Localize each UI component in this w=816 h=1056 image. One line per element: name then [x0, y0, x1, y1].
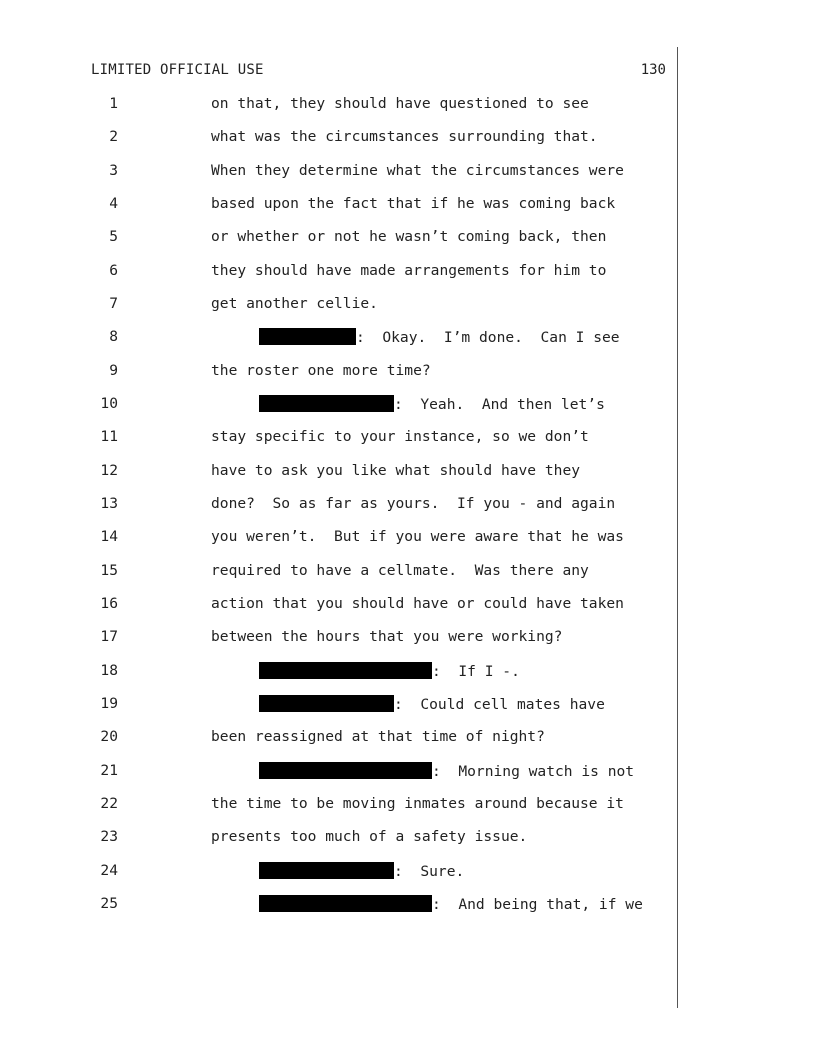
- line-number: 7: [109, 295, 118, 312]
- line-number: 8: [109, 328, 118, 345]
- line-text: you weren’t. But if you were aware that he was: [211, 528, 624, 545]
- transcript-line: [0, 795, 700, 817]
- line-text: on that, they should have questioned to see: [211, 95, 589, 112]
- line-number: 6: [109, 262, 118, 279]
- line-number: 2: [109, 128, 118, 145]
- transcript-line: [0, 462, 700, 484]
- redacted-speaker-name: [259, 695, 394, 712]
- line-text: : Could cell mates have: [394, 696, 605, 713]
- line-number: 21: [100, 762, 118, 779]
- redacted-speaker-name: [259, 662, 432, 679]
- line-number: 13: [100, 495, 118, 512]
- line-number: 17: [100, 628, 118, 645]
- speaker-line: [259, 695, 605, 713]
- transcript-line: [0, 295, 700, 317]
- line-number: 12: [100, 462, 118, 479]
- redacted-speaker-name: [259, 895, 432, 912]
- line-text: between the hours that you were working?: [211, 628, 563, 645]
- line-text: : Okay. I’m done. Can I see: [356, 329, 620, 346]
- line-number: 23: [100, 828, 118, 845]
- transcript-line: [0, 162, 700, 184]
- line-text: they should have made arrangements for him to: [211, 262, 607, 279]
- line-number: 22: [100, 795, 118, 812]
- line-text: : Sure.: [394, 863, 465, 880]
- line-text: or whether or not he wasn’t coming back, then: [211, 228, 607, 245]
- line-number: 1: [109, 95, 118, 112]
- transcript-line: [0, 495, 700, 517]
- line-text: : And being that, if we: [432, 896, 643, 913]
- line-number: 15: [100, 562, 118, 579]
- line-text: : Yeah. And then let’s: [394, 396, 605, 413]
- line-text: been reassigned at that time of night?: [211, 728, 545, 745]
- transcript-line: [0, 828, 700, 850]
- transcript-line: [0, 662, 700, 684]
- line-number: 16: [100, 595, 118, 612]
- line-number: 19: [100, 695, 118, 712]
- line-number: 3: [109, 162, 118, 179]
- speaker-line: [259, 328, 620, 346]
- transcript-line: [0, 728, 700, 750]
- speaker-line: [259, 895, 643, 913]
- line-number: 4: [109, 195, 118, 212]
- speaker-line: [259, 862, 464, 880]
- line-text: When they determine what the circumstances were: [211, 162, 624, 179]
- transcript-line: [0, 95, 700, 117]
- line-text: what was the circumstances surrounding that.: [211, 128, 598, 145]
- line-text: : If I -.: [432, 663, 520, 680]
- line-number: 5: [109, 228, 118, 245]
- line-text: get another cellie.: [211, 295, 378, 312]
- transcript-line: [0, 395, 700, 417]
- transcript-line: [0, 595, 700, 617]
- line-text: presents too much of a safety issue.: [211, 828, 528, 845]
- line-text: have to ask you like what should have they: [211, 462, 581, 479]
- transcript-line: [0, 428, 700, 450]
- redacted-speaker-name: [259, 862, 394, 879]
- line-number: 24: [100, 862, 118, 879]
- line-number: 9: [109, 362, 118, 379]
- redacted-speaker-name: [259, 328, 356, 345]
- transcript-line: [0, 528, 700, 550]
- speaker-line: [259, 762, 634, 780]
- line-text: action that you should have or could have taken: [211, 595, 624, 612]
- line-text: the time to be moving inmates around because it: [211, 795, 624, 812]
- redacted-speaker-name: [259, 395, 394, 412]
- line-text: the roster one more time?: [211, 362, 431, 379]
- line-number: 18: [100, 662, 118, 679]
- transcript-line: [0, 695, 700, 717]
- line-text: done? So as far as yours. If you - and again: [211, 495, 616, 512]
- line-number: 20: [100, 728, 118, 745]
- line-number: 10: [100, 395, 118, 412]
- speaker-line: [259, 662, 520, 680]
- transcript-line: [0, 862, 700, 884]
- line-text: based upon the fact that if he was coming back: [211, 195, 616, 212]
- line-number: 14: [100, 528, 118, 545]
- line-number: 11: [100, 428, 118, 445]
- transcript-line: [0, 328, 700, 350]
- transcript-line: [0, 762, 700, 784]
- transcript-line: [0, 562, 700, 584]
- transcript-line: [0, 195, 700, 217]
- transcript-line: [0, 128, 700, 150]
- transcript-line: [0, 228, 700, 250]
- line-number: 25: [100, 895, 118, 912]
- transcript-line: [0, 362, 700, 384]
- line-text: stay specific to your instance, so we don’t: [211, 428, 589, 445]
- transcript-line: [0, 262, 700, 284]
- line-text: : Morning watch is not: [432, 763, 635, 780]
- line-text: required to have a cellmate. Was there any: [211, 562, 589, 579]
- transcript-line: [0, 895, 700, 917]
- transcript-line: [0, 628, 700, 650]
- redacted-speaker-name: [259, 762, 432, 779]
- speaker-line: [259, 395, 605, 413]
- classification-header: LIMITED OFFICIAL USE: [91, 62, 264, 78]
- page-number: 130: [640, 62, 666, 78]
